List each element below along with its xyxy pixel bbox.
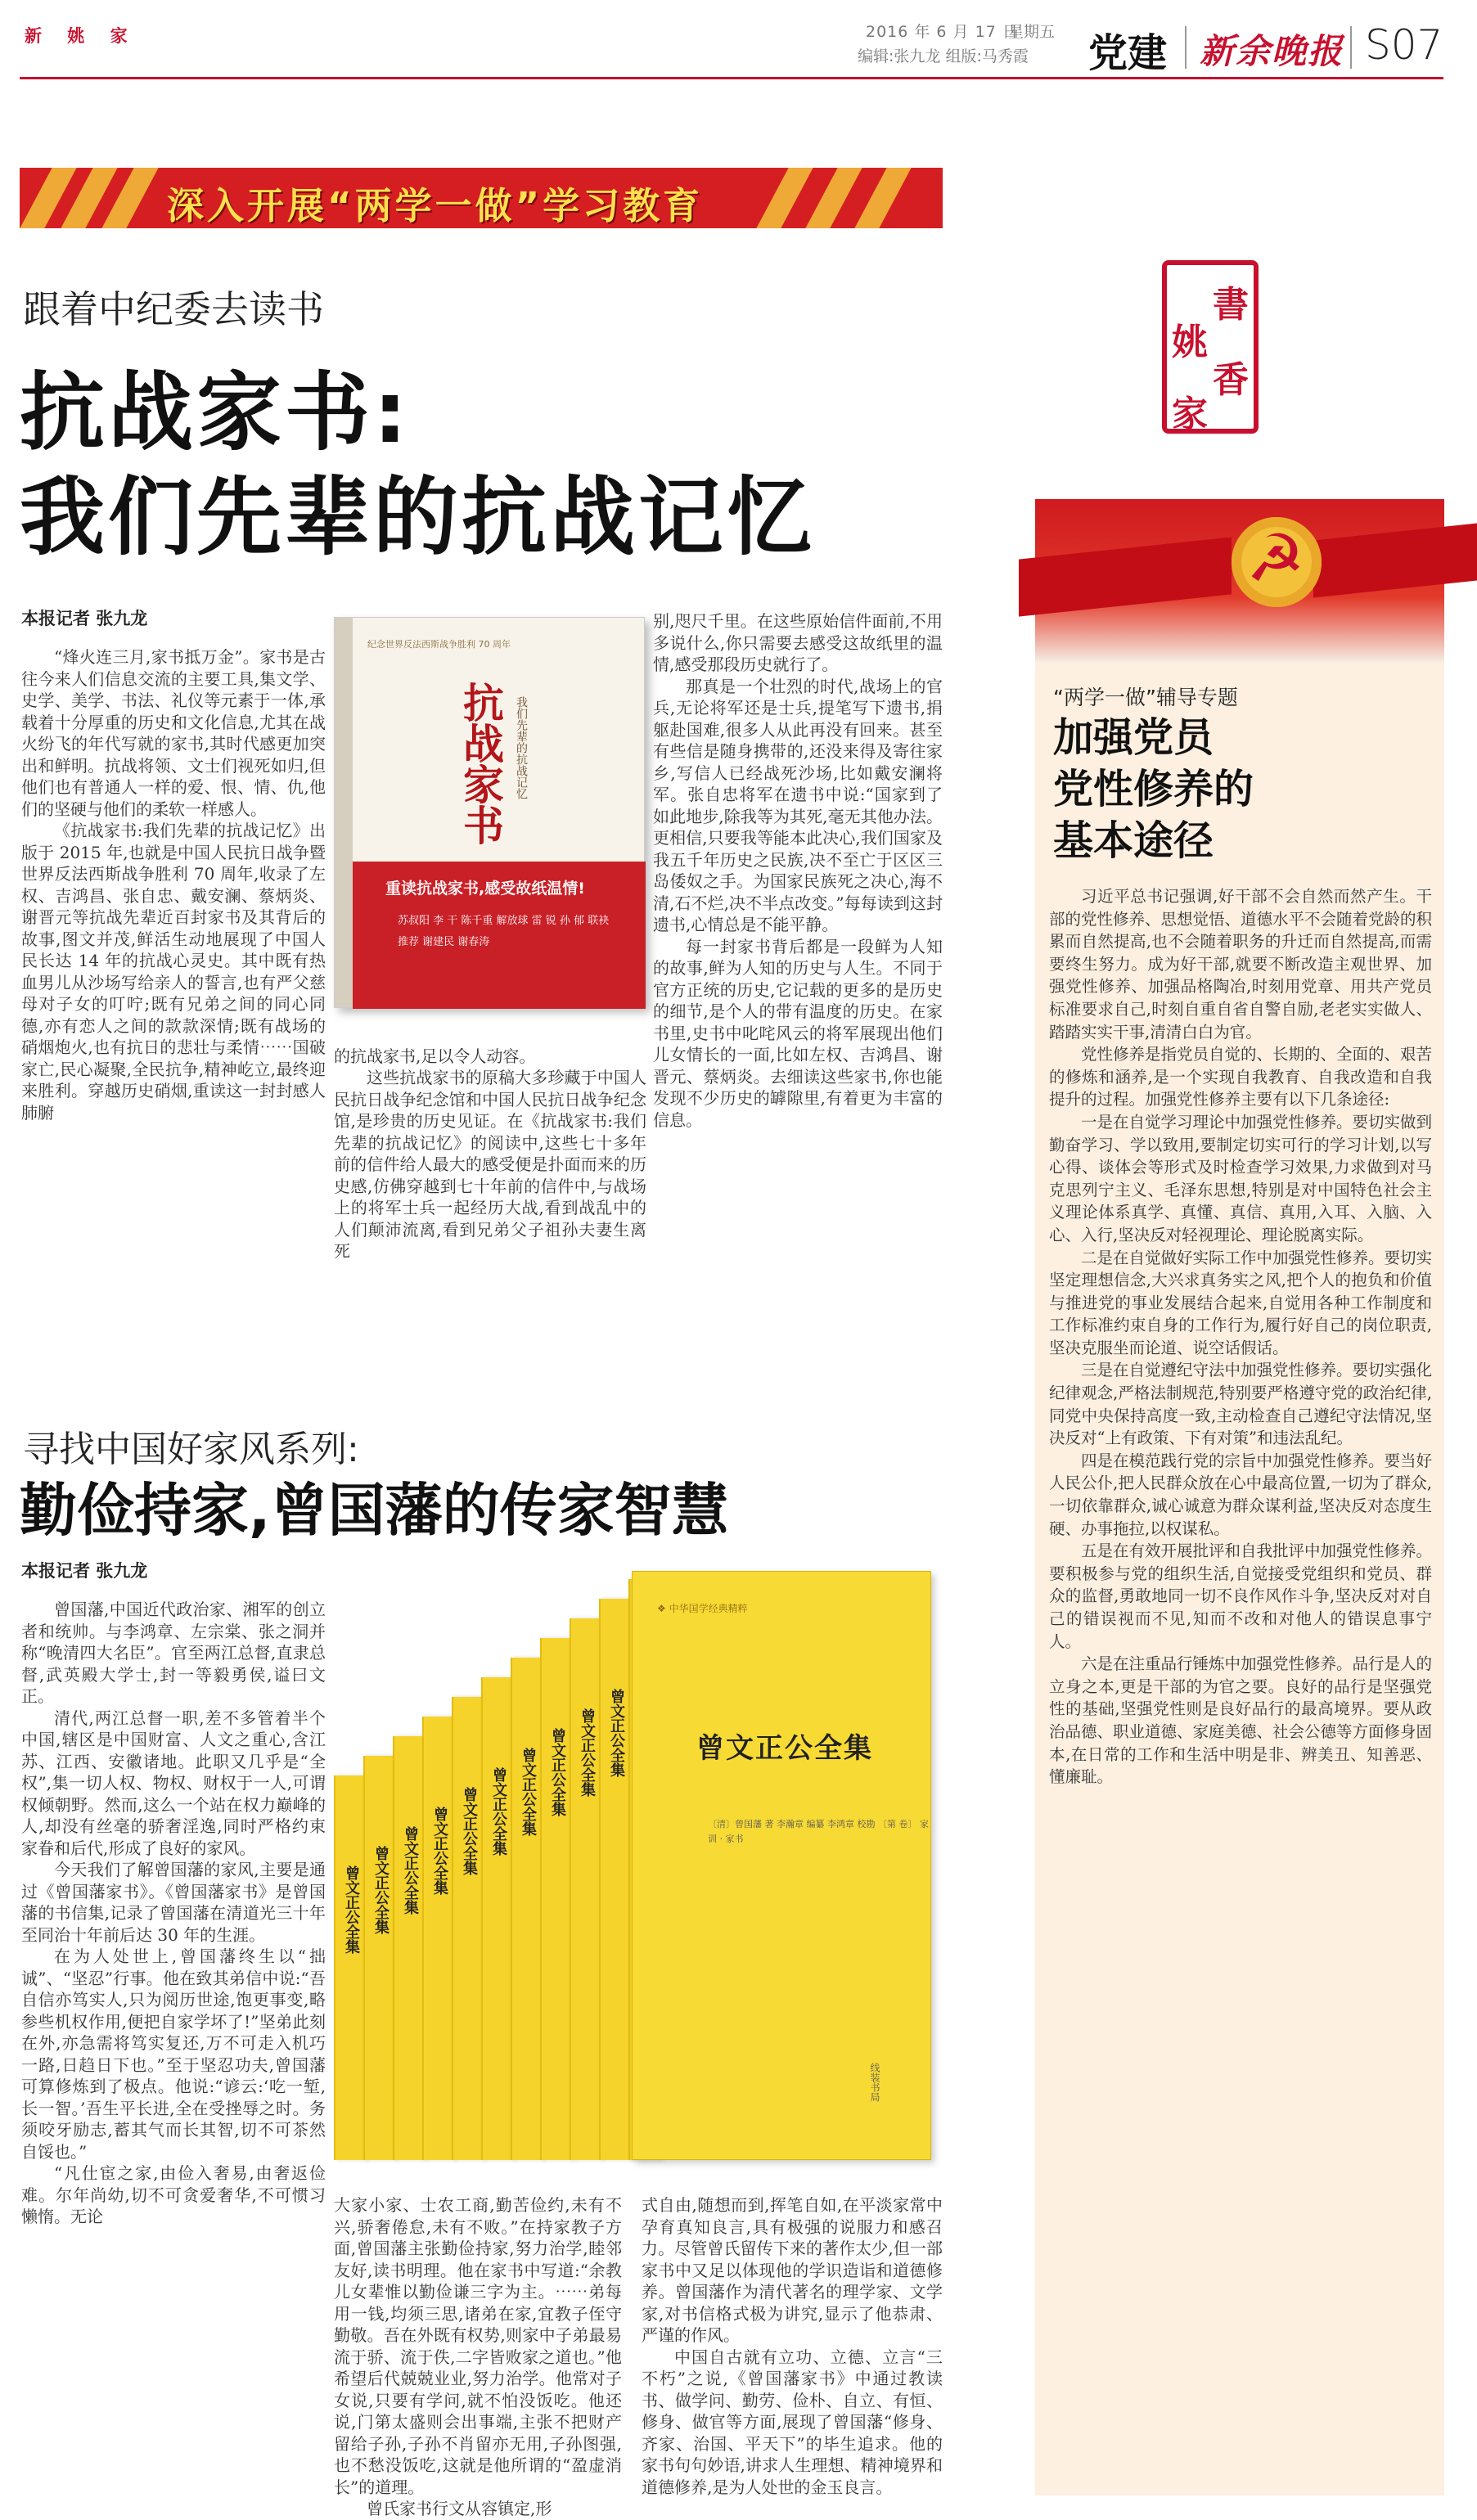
sidebar-headline-line: 党性修养的 <box>1053 766 1254 812</box>
paragraph: 六是在注重品行锤炼中加强党性修养。品行是人的立身之本,更是干部的为官之要。良好的品行是坚强党性的基础,坚强党性则是良好品行的最高境界。要从政治品德、职业道德、家庭美德、社会公德等方面修身固本,在日常的工作和生活中明是非、辨美丑、知善恶、懂廉耻。 <box>1049 1654 1433 1787</box>
paragraph: “凡仕宦之家,由俭入奢易,由奢返俭难。尔年尚幼,切不可贪爱奢华,不可惯习懒惰。无论 <box>21 2163 326 2226</box>
book-spine <box>363 1756 396 2160</box>
party-emblem-banner <box>1035 499 1444 663</box>
book-spine-label: 曾文正公全集 <box>372 1846 390 1934</box>
book-spine <box>511 1658 543 2160</box>
paragraph: 这些抗战家书的原稿大多珍藏于中国人民抗日战争纪念馆和中国人民抗日战争纪念馆,是珍贵的历史见证。在《抗战家书:我们先辈的抗战记忆》的阅读中,这些七十多年前的信件给人最大的感受便是扑面而来的历史感,仿佛穿越到七十年前的信件中,与战场上的将军士兵一起经历大战,看到战乱中的人们颠沛流离,看到兄弟父子祖孙夫妻生离死 <box>334 1068 646 1261</box>
cover-meta: 〔清〕曾国藩 著 李瀚章 编纂 李鸿章 校勘 〔第 卷〕 家训 · 家书 <box>708 1819 929 1844</box>
article2-column3 <box>642 2194 943 2497</box>
book-spine-label: 曾文正公全集 <box>431 1807 448 1895</box>
sidebar-body <box>1049 885 1432 2481</box>
editor-credits: 编辑:张九龙 组版:马秀霞 <box>858 47 1029 65</box>
paragraph: 曾国藩,中国近代政治家、湘军的创立者和统帅。与李鸿章、左宗棠、张之洞并称“晚清四大名臣”。官至两江总督,直隶总督,武英殿大学士,封一等毅勇侯,谥曰文正。 <box>21 1600 326 1706</box>
cover-title: 曾文正公全集 <box>696 1732 873 1765</box>
party-emblem-icon <box>1232 517 1322 607</box>
book-spine-label: 曾文正公全集 <box>402 1826 419 1915</box>
shuxiang-yaojia-seal <box>1162 260 1259 434</box>
article2-column1 <box>21 1599 326 2499</box>
seal-char: 家 <box>1172 394 1208 435</box>
sidebar-headline-line: 基本途径 <box>1053 817 1214 864</box>
seal-char: 香 <box>1213 359 1249 401</box>
paragraph: 在为人处世上,曾国藩终生以“拙诚”、“坚忍”行事。他在致其弟信中说:“吾自信亦笃实人,只为阅历世途,饱更事变,略参些机权作用,便把自家学坏了!”坚弟此刻在外,亦急需将笃实复还,万不可走入机巧一路,日趋日下也。”至于坚忍功夫,曾国藩可算修炼到了极点。他说:“谚云:‘吃一堑,长一智。’吾生平长进,全在受挫辱之时。务须咬牙励志,蓄其气而长其智,切不可茶然自馁也。” <box>21 1946 326 2162</box>
cover-publisher: 线装书局 <box>869 2063 880 2102</box>
paragraph: 清代,两江总督一职,差不多管着半个中国,辖区是中国财富、人文之重心,含江苏、江西、安徽诸地。此职又几乎是“全权”,集一切人权、物权、财权于一人,可谓权倾朝野。然而,这么一个站在权力巅峰的人,却没有丝毫的骄奢淫逸,同时严格约束家眷和后代,形成了良好的家风。 <box>21 1708 326 1858</box>
seal-char: 書 <box>1213 284 1249 326</box>
article1-column2-lead <box>334 1046 646 1067</box>
paragraph: 那真是一个壮烈的时代,战场上的官兵,无论将军还是士兵,提笔写下遗书,捐躯赴国难,很多人从此再没有回来。甚至有些信是随身携带的,还没来得及寄往家乡,写信人已经战死沙场,比如戴安澜将军。张自忠将军在遗书中说:“国家到了如此地步,除我等为其死,毫无其他办法。更相信,只要我等能本此决心,我们国家及我五千年历史之民族,决不至亡于区区三岛倭奴之手。为国家民族死之决心,海不清,石不烂,决不半点改变。”每每读到这封遗书,心情总是不能平静。 <box>653 676 943 934</box>
article1-column3 <box>653 610 943 1330</box>
paragraph-tail: 的抗战家书,足以令人动容。 <box>334 1046 536 1066</box>
paragraph: 曾氏家书行文从容镇定,形 <box>367 2499 552 2518</box>
book-spine-label: 曾文正公全集 <box>343 1865 360 1954</box>
paragraph: 中国自古就有立功、立德、立言“三不朽”之说,《曾国藩家书》中通过教读书、做学问、勤劳、俭朴、自立、有恒、修身、做官等方面,展现了曾国藩“修身、齐家、治国、平天下”的毕生追求。他的家书句句妙语,讲求人生理想、精神境界和道德修养,是为人处世的金玉良言。 <box>642 2347 943 2497</box>
article1-column2 <box>334 1067 646 1329</box>
header-divider <box>1350 26 1352 69</box>
paragraph: 大家小家、士农工商,勤苦俭约,未有不兴,骄奢倦怠,未有不败。”在持家教子方面,曾国藩主张勤俭持家,努力治学,睦邻友好,读书明理。他在家书中写道:“余教儿女辈惟以勤俭谦三字为主。⋯⋯弟每用一钱,均须三思,诸弟在家,宜教子侄守勤敬。吾在外既有权势,则家中子弟最易流于骄、流于佚,二字皆败家之道也。”他希望后代兢兢业业,努力治学。他常对子女说,只要有学问,就不怕没饭吃。他还说,门第太盛则会出事端,主张不把财产留给子孙,子孙不肖留亦无用,子孙图强,也不愁没饭吃,这就是他所谓的“盈虚消长”的道理。 <box>334 2195 622 2497</box>
book-spine-label: 曾文正公全集 <box>549 1728 566 1816</box>
section-name: 新 姚 家 <box>25 25 137 46</box>
paragraph: 式自由,随想而到,挥笔自如,在平淡家常中孕育真知良言,具有极强的说服力和感召力。尽管曾氏留传下来的著作太少,但一部家书中又足以体现他的学识造诣和道德修养。曾国藩作为清代著名的理学家、文学家,对书信格式极为讲究,显示了他恭肃、严谨的作风。 <box>642 2195 943 2345</box>
book-spine-label: 曾文正公全集 <box>520 1748 537 1836</box>
cover-recommenders: 苏叔阳 李 干 陈千重 解放球 雷 锐 孙 郁 联袂推荐 谢建民 谢春涛 <box>398 915 610 948</box>
page-number: S07 <box>1365 21 1443 69</box>
book-front-cover <box>632 1571 931 2160</box>
cover-series-mark: ❖ 中华国学经典精粹 <box>657 1603 748 1614</box>
article2-headline: 勤俭持家,曾国藩的传家智慧 <box>20 1477 729 1544</box>
paragraph: 二是在自觉做好实际工作中加强党性修养。要切实坚定理想信念,大兴求真务实之风,把个人的抱负和价值与推进党的事业发展结合起来,自觉用各种工作制度和工作标准约束自身的工作行为,履行好自己的岗位职责,坚决克服坐而论道、说空话假话。 <box>1049 1248 1433 1357</box>
header-divider <box>1185 26 1187 69</box>
book-spine <box>481 1677 514 2160</box>
paragraph: 今天我们了解曾国藩的家风,主要是通过《曾国藩家书》。《曾国藩家书》是曾国藩的书信集,记录了曾国藩在清道光三十年至同治十年前后达 30 年的生涯。 <box>21 1860 326 1945</box>
sidebar-headline-line: 加强党员 <box>1053 714 1214 761</box>
book-spine <box>570 1618 602 2160</box>
article1-column1 <box>21 646 326 1325</box>
article1-headline-line1: 抗战家书: <box>20 362 411 462</box>
seal-char: 姚 <box>1172 322 1208 363</box>
cover-top-line: 纪念世界反法西斯战争胜利 70 周年 <box>367 639 511 650</box>
book-spine <box>393 1736 426 2160</box>
paragraph: 五是在有效开展批评和自我批评中加强党性修养。要积极参与党的组织生活,自觉接受党组织和党员、群众的监督,勇敢地同一切不良作风作斗争,坚决反对对自己的错误视而不见,知而不改和对他人的错误息事宁人。 <box>1049 1541 1433 1651</box>
book-spine <box>540 1638 573 2160</box>
article1-byline: 本报记者 张九龙 <box>21 609 148 628</box>
cover-band-text: 重读抗战家书,感受故纸温情! <box>385 880 585 898</box>
issue-weekday: 星期五 <box>1008 23 1056 41</box>
cover-subtitle: 我们先辈的抗战记忆 <box>515 696 528 799</box>
paragraph: 习近平总书记强调,好干部不会自然而然产生。干部的党性修养、思想觉悟、道德水平不会随着党龄的积累而自然提高,也不会随着职务的升迁而自然提高,而需要终生努力。成为好干部,就要不断改造主观世界、加强党性修养、加强品格陶冶,时刻用党章、用共产党员标准要求自己,时刻自重自省自警自励,老老实实做人、踏踏实实干事,清清白白为官。 <box>1049 887 1433 1042</box>
campaign-banner <box>20 168 943 228</box>
paragraph: 党性修养是指党员自觉的、长期的、全面的、艰苦的修炼和涵养,是一个实现自我教育、自我改造和自我提升的过程。加强党性修养主要有以下几条途径: <box>1049 1045 1433 1109</box>
sidebar-topic-label: “两学一做”辅导专题 <box>1053 686 1238 709</box>
book-spine <box>422 1717 455 2160</box>
paragraph: 《抗战家书:我们先辈的抗战记忆》出版于 2015 年,也就是中国人民抗日战争暨世界反法西斯战争胜利 70 周年,收录了左权、吉鸿昌、张自忠、戴安澜、蔡炳炎、谢晋元等抗战先辈近百封家书及其背后的故事,图文并茂,鲜活生动地展现了中国人民长达 14 年的抗战心灵史。其中既有热血男儿从沙场写给亲人的誓言,也有严父慈母对子女的叮咛;既有兄弟之间的同心同德,亦有恋人之间的款款深情;既有战场的硝烟炮火,也有抗日的悲壮与柔情⋯⋯国破家亡,民心凝聚,全民抗争,精神屹立,最终迎来胜利。穿越历史硝烟,重读这一封封感人肺腑 <box>21 821 326 1123</box>
issue-date: 2016 年 6 月 17 日 <box>866 23 1019 41</box>
article1-headline-line2: 我们先辈的抗战记忆 <box>20 467 816 567</box>
article1-kicker: 跟着中纪委去读书 <box>23 287 324 331</box>
paragraph: 一是在自觉学习理论中加强党性修养。要切实做到勤奋学习、学以致用,要制定切实可行的学习计划,以写心得、谈体会等形式及时检查学习效果,力求做到对马克思列宁主义、毛泽东思想,特别是对中国特色社会主义理论体系真学、真懂、真信、真用,入耳、入脑、入心、入行,坚决反对轻视理论、理论脱离实际。 <box>1049 1112 1433 1244</box>
article2-column2 <box>334 2194 622 2518</box>
paragraph: 三是在自觉遵纪守法中加强党性修养。要切实强化纪律观念,严格法制规范,特别要严格遵守党的政治纪律,同党中央保持高度一致,主动检查自己遵纪守法情况,坚决反对“上有政策、下有对策”和违法乱纪。 <box>1049 1361 1433 1448</box>
paragraph: 别,咫尺千里。在这些原始信件面前,不用多说什么,你只需要去感受这故纸里的温情,感受那段历史就行了。 <box>653 611 943 674</box>
book-spine <box>334 1775 367 2160</box>
article2-kicker: 寻找中国好家风系列: <box>23 1429 359 1470</box>
newspaper-logo: 新余晚报 <box>1200 31 1344 71</box>
sidebar-headline <box>1053 712 1254 866</box>
book-spine-label: 曾文正公全集 <box>608 1689 625 1777</box>
cover-title: 抗战家书 <box>457 682 505 845</box>
book-set-image <box>334 1564 931 2160</box>
paragraph: “烽火连三月,家书抵万金”。家书是古往今来人们信息交流的主要工具,集文学、史学、美学、书法、礼仪等元素于一体,承载着十分厚重的历史和文化信息,尤其在战火纷飞的年代写就的家书,其时代感更加突出和鲜明。抗战将领、文士们视死如归,但他们也有普通人一样的爱、恨、情、仇,他们的坚硬与他们的柔软一样感人。 <box>21 647 326 819</box>
article2-byline: 本报记者 张九龙 <box>21 1561 148 1581</box>
book-spine-label: 曾文正公全集 <box>461 1787 478 1875</box>
header-rule <box>20 77 1443 79</box>
book-cover-kangzhan-jiashu <box>334 617 645 1008</box>
page-category: 党建 <box>1088 30 1168 76</box>
paragraph: 四是在模范践行党的宗旨中加强党性修养。要当好人民公仆,把人民群众放在心中最高位置,一切为了群众,一切依靠群众,诚心诚意为群众谋利益,坚决反对态度生硬、办事拖拉,以权谋私。 <box>1049 1451 1433 1538</box>
campaign-banner-text: 深入开展“两学一做”学习教育 <box>167 184 704 227</box>
book-spine <box>452 1697 484 2160</box>
book-spine <box>599 1599 632 2160</box>
cover-band <box>353 862 646 1009</box>
paragraph: 每一封家书背后都是一段鲜为人知的故事,鲜为人知的历史与人生。不同于官方正统的历史,它记载的更多的是历史的细节,是个人的带有温度的历史。在家书里,史书中叱咤风云的将军展现出他们儿女情长的一面,比如左权、吉鸿昌、谢晋元、蔡炳炎。去细读这些家书,你也能发现不少历史的罅隙里,有着更为丰富的信息。 <box>653 936 943 1130</box>
book-spine-label: 曾文正公全集 <box>579 1708 596 1797</box>
book-spine-label: 曾文正公全集 <box>490 1767 507 1856</box>
